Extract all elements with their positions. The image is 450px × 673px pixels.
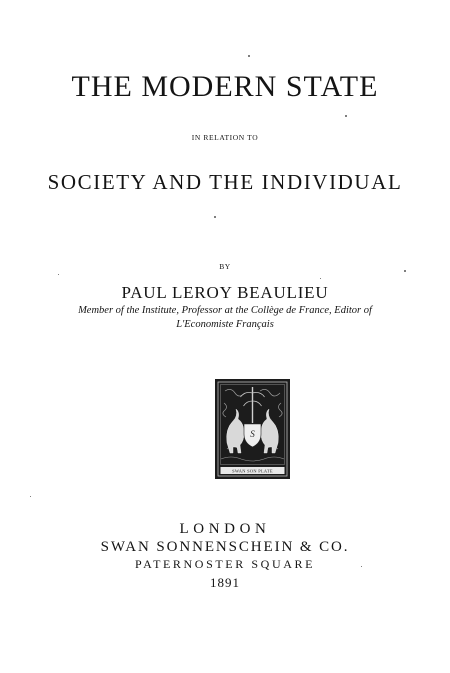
relation-line: IN RELATION TO bbox=[191, 133, 259, 142]
paper-speck bbox=[320, 278, 321, 279]
paper-speck bbox=[58, 274, 59, 275]
paper-speck bbox=[345, 115, 347, 117]
book-title: THE MODERN STATE bbox=[71, 70, 379, 103]
imprint-year: 1891 bbox=[210, 575, 240, 590]
paper-speck bbox=[30, 496, 31, 497]
author-name: PAUL LEROY BEAULIEU bbox=[121, 283, 329, 302]
imprint-street: PATERNOSTER SQUARE bbox=[134, 557, 316, 571]
imprint-city: LONDON bbox=[179, 521, 271, 537]
author-journal: L'Economiste Français bbox=[176, 319, 274, 330]
svg-text:S: S bbox=[250, 429, 255, 439]
paper-speck bbox=[248, 55, 250, 57]
printers-device-heraldic-icon bbox=[215, 379, 290, 479]
book-subtitle: SOCIETY AND THE INDIVIDUAL bbox=[47, 170, 403, 194]
paper-speck bbox=[214, 216, 216, 218]
paper-speck bbox=[404, 270, 406, 272]
imprint-publisher: SWAN SONNENSCHEIN & CO. bbox=[100, 539, 350, 555]
paper-speck bbox=[361, 566, 362, 567]
device-motto: SWAN SON PLATE bbox=[232, 468, 273, 474]
by-line: BY bbox=[219, 262, 231, 271]
author-affiliation: Member of the Institute, Professor at the Collège de France, Editor of bbox=[78, 305, 372, 316]
